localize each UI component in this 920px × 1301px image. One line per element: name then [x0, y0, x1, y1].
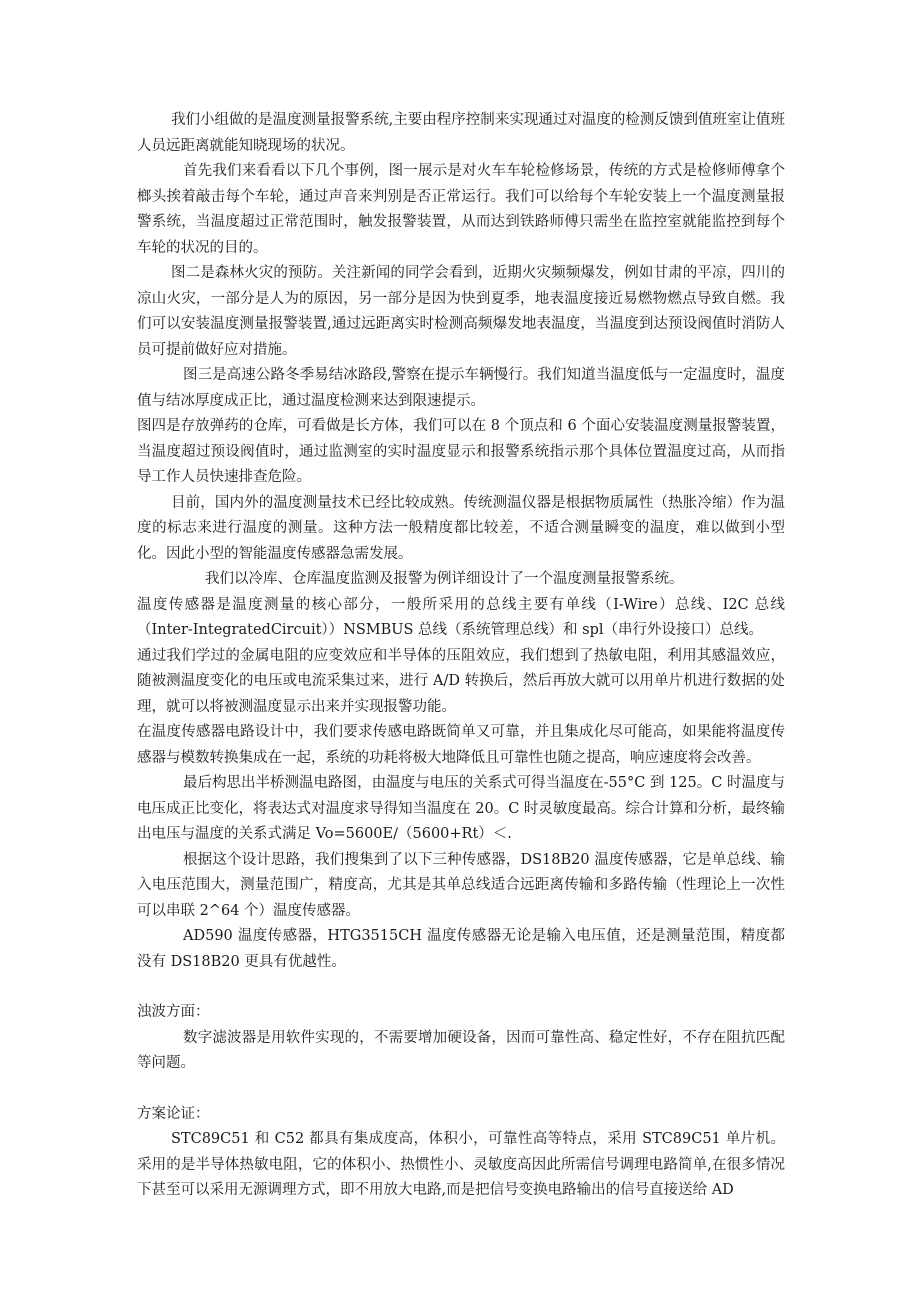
document-body — [137, 108, 785, 1204]
paragraph-intro: 我们小组做的是温度测量报警系统,主要由程序控制来实现通过对温度的检测反馈到值班室让值班人员远距离就能知晓现场的状况。 — [137, 112, 785, 154]
section-title-scheme: 方案论证： — [137, 1105, 210, 1122]
paragraph-example-2: 图二是森林火灾的预防。关注新闻的同学会看到，近期火灾频频爆发，例如甘肃的平凉，四川的凉山火灾，一部分是人为的原因，另一部分是因为快到夏季，地表温度接近易燃物燃点导致自燃。我们可以安装温度测量报警装置,通过远距离实时检测高频爆发地表温度，当温度到达预设阀值时消防人员可提前做好应对措施。 — [137, 265, 785, 358]
paragraph-sensors: 根据这个设计思路，我们搜集到了以下三种传感器，DS18B20 温度传感器，它是单总线、输入电压范围大，测量范围广，精度高，尤其是其单总线适合远距离传输和多路传输（性理论上一次性可以串联 2^64 个）温度传感器。 — [137, 851, 785, 919]
paragraph-half-bridge: 最后构思出半桥测温电路图，由温度与电压的关系式可得当温度在-55°C 到 125。C 时温度与电压成正比变化，将表达式对温度求导得知当温度在 20。C 时灵敏度最高。综合计算和分析，最终输出电压与温度的关系式满足 Vo=5600E∕（5600+Rt）＜. — [137, 775, 785, 842]
paragraph-circuit-design: 在温度传感器电路设计中，我们要求传感电路既简单又可靠，并且集成化尽可能高，如果能将温度传感器与模数转换集成在一起，系统的功耗将极大地降低且可靠性也随之提高，响应速度将会改善。 — [137, 724, 785, 766]
paragraph-current-tech: 目前，国内外的温度测量技术已经比较成熟。传统测温仪器是根据物质属性（热胀冷缩）作为温度的标志来进行温度的测量。这种方法一般精度都比较差，不适合测量瞬变的温度，难以做到小型化。因此小型的智能温度传感器急需发展。 — [137, 494, 785, 562]
paragraph-design-intro: 我们以冷库、仓库温度监测及报警为例详细设计了一个温度测量报警系统。 — [205, 571, 684, 587]
section-title-filter: 浊波方面： — [137, 1004, 210, 1020]
paragraph-thermistor: 通过我们学过的金属电阻的应变效应和半导体的压阻效应，我们想到了热敏电阻，利用其感温效应，随被测温度变化的电压或电流采集过来，进行 A/D 转换后，然后再放大就可以用单片机进行数据的处理，就可以将被测温度显示出来并实现报警功能。 — [137, 647, 785, 715]
paragraph-comparison: AD590 温度传感器，HTG3515CH 温度传感器无论是输入电压值，还是测量范围，精度都没有 DS18B20 更具有优越性。 — [137, 928, 785, 970]
paragraph-example-3: 图三是高速公路冬季易结冰路段,警察在提示车辆慢行。我们知道当温度低与一定温度时，温度值与结冰厚度成正比，通过温度检测来达到限速提示。 — [137, 367, 785, 409]
paragraph-example-4: 图四是存放弹药的仓库，可看做是长方体，我们可以在 8 个顶点和 6 个面心安装温度测量报警装置，当温度超过预设阀值时，通过监测室的实时温度显示和报警系统指示那个具体位置温度过高，从而指导工作人员快速排查危险。 — [137, 418, 785, 485]
paragraph-scheme: STC89C51 和 C52 都具有集成度高，体积小，可靠性高等特点，采用 STC89C51 单片机。采用的是半导体热敏电阻，它的体积小、热惯性小、灵敏度高因此所需信号调理电路简单,在很多情况下甚至可以采用无源调理方式，即不用放大电路,而是把信号变换电路输出的信号直接送给 AD — [137, 1131, 785, 1198]
paragraph-filter: 数字滤波器是用软件实现的，不需要增加硬设备，因而可靠性高、稳定性好，不存在阻抗匹配等问题。 — [137, 1029, 785, 1071]
paragraph-sensor-bus: 温度传感器是温度测量的核心部分，一般所采用的总线主要有单线（I-Wire）总线、I2C 总线（Inter-IntegratedCircuit））NSMBUS 总线（系统管理总线）和 spl（串行外设接口）总线。 — [137, 596, 785, 638]
paragraph-example-1: 首先我们来看看以下几个事例，图一展示是对火车车轮检修场景，传统的方式是检修师傅拿个榔头挨着敲击每个车轮，通过声音来判别是否正常运行。我们可以给每个车轮安装上一个温度测量报警系统，当温度超过正常范围时，触发报警装置，从而达到铁路师傅只需坐在监控室就能监控到每个车轮的状况的目的。 — [137, 163, 785, 256]
